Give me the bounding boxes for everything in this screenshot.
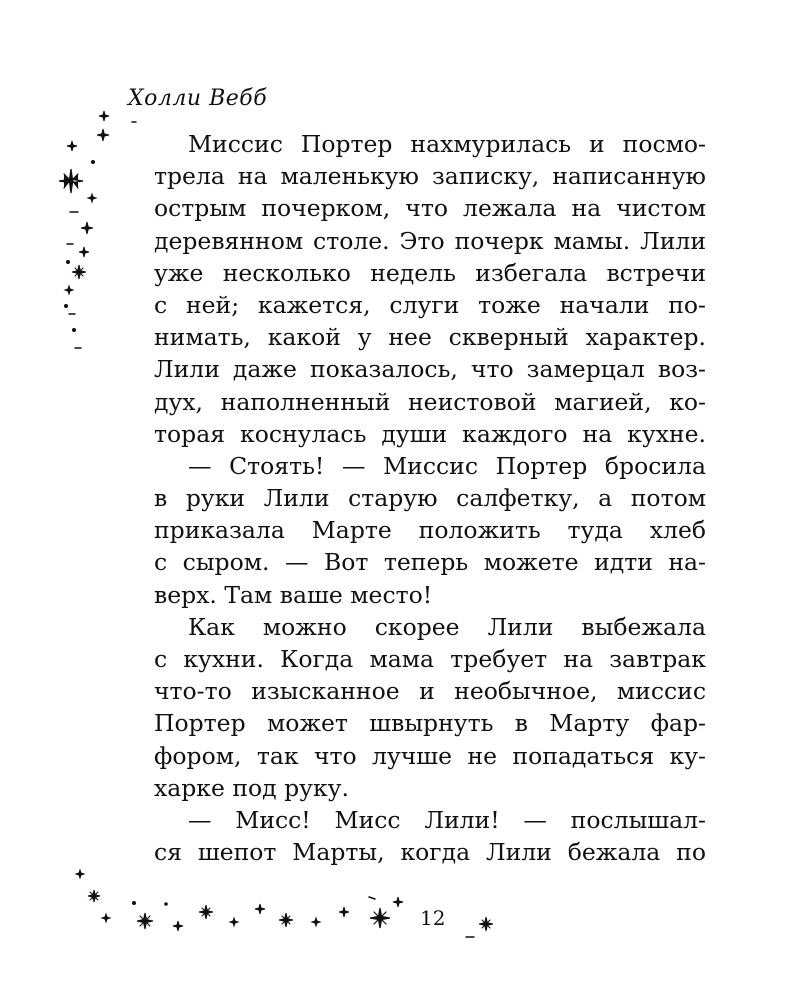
star-icon (59, 169, 83, 193)
star-icon (279, 913, 293, 927)
text-line: уже несколько недель избегала встречи (154, 258, 706, 287)
star-icon (88, 890, 100, 902)
star-icon (173, 921, 183, 931)
text-line: фором, так что лучше не попадаться ку- (154, 741, 706, 770)
star-icon (199, 905, 213, 919)
text-line: трела на маленькую записку, написанную (154, 162, 706, 191)
star-icon (230, 918, 238, 926)
star-icon (79, 247, 89, 257)
star-icon (370, 908, 390, 928)
page-number: 12 (420, 906, 446, 930)
star-icon (369, 897, 375, 899)
star-icon (255, 904, 265, 914)
text-line: — Мисс! Мисс Лили! — послышал- (188, 805, 706, 834)
star-icon (137, 913, 153, 929)
text-line: Портер может швырнуть в Марту фар- (154, 709, 706, 738)
star-icon (339, 907, 349, 917)
star-icon (165, 903, 168, 906)
text-line: дух, наполненный неистовой магией, ко- (154, 387, 706, 416)
text-line: верх. Там ваше место! (154, 580, 433, 609)
text-line: Лили даже показалось, что замерцал воз- (154, 355, 706, 384)
star-icon (133, 902, 136, 905)
text-line: с ней; кажется, слуги тоже начали по- (154, 290, 706, 319)
text-line: Как можно скорее Лили выбежала (188, 612, 706, 641)
text-line: харке под руку. (154, 773, 349, 802)
text-line: ся шепот Марты, когда Лили бежала по (154, 838, 706, 867)
star-icon (81, 222, 93, 234)
text-line: деревянном столе. Это почерк мамы. Лили (154, 226, 706, 255)
star-icon (65, 286, 73, 294)
text-line: в руки Лили старую салфетку, а потом (154, 484, 706, 513)
text-line: с кухни. Когда мама требует на завтрак (154, 645, 706, 673)
text-line: острым почерком, что лежала на чистом (154, 194, 706, 223)
star-icon (73, 329, 76, 332)
page-body-text (154, 128, 706, 868)
star-icon (102, 914, 110, 922)
star-icon (312, 918, 320, 926)
text-line: торая коснулась души каждого на кухне. (154, 419, 706, 448)
star-icon (76, 870, 84, 878)
star-icon (67, 261, 70, 264)
text-line: приказала Марте положить туда хлеб (154, 516, 706, 545)
text-line: Миссис Портер нахмурилась и посмо- (188, 130, 706, 158)
star-icon (67, 141, 77, 151)
star-icon (99, 111, 109, 121)
star-icon (88, 194, 96, 202)
star-icon (65, 305, 68, 308)
running-header-author: Холли Вебб (128, 86, 268, 111)
star-icon (72, 265, 86, 279)
text-line: нимать, какой у нее скверный характер. (154, 323, 706, 352)
star-icon (97, 129, 109, 141)
text-line: с сыром. — Вот теперь можете идти на- (154, 548, 706, 577)
text-line: что-то изысканное и необычное, миссис (154, 677, 706, 706)
star-icon (479, 917, 493, 931)
star-icon (393, 897, 403, 907)
text-line: — Стоять! — Миссис Портер бросила (188, 451, 706, 480)
star-icon (92, 161, 95, 164)
